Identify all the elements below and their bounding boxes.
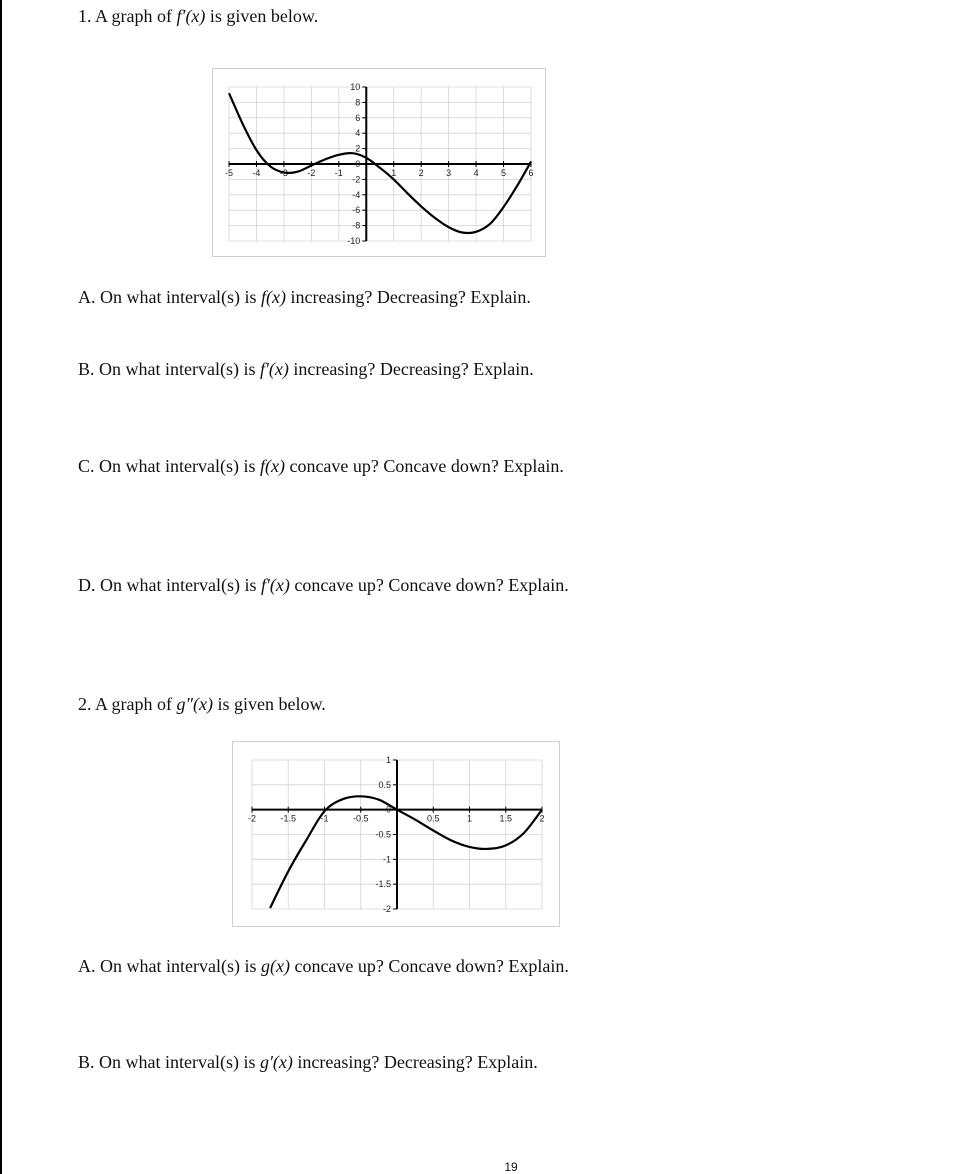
- x-tick-label: 1: [391, 168, 397, 178]
- x-tick-label: 4: [473, 168, 479, 178]
- y-tick-label: -0.5: [375, 829, 391, 840]
- p2-question-b: [78, 1052, 538, 1073]
- x-tick-label: 0.5: [426, 813, 440, 824]
- p1-qc-tail: concave up? Concave down? Explain.: [289, 456, 564, 476]
- p1-qb-function: f′(x): [259, 359, 289, 379]
- x-tick-label: 6: [528, 168, 534, 178]
- p1-qa-tail: increasing? Decreasing? Explain.: [290, 287, 531, 307]
- graph-g-double-prime-svg: [233, 742, 559, 926]
- problem-1-intro: [78, 6, 318, 27]
- problem-2-intro: [78, 694, 326, 715]
- p1-qd-tail: concave up? Concave down? Explain.: [294, 575, 569, 595]
- p1-qb-tail: increasing? Decreasing? Explain.: [293, 359, 534, 379]
- p1-qa-text: A. On what interval(s) is: [78, 287, 257, 307]
- x-tick-label: 1: [466, 813, 473, 824]
- x-tick-label: 2: [539, 813, 545, 824]
- x-tick-label: -1: [334, 168, 343, 178]
- p2-qb-function: g′(x): [259, 1052, 293, 1072]
- y-tick-label: -1.5: [375, 879, 391, 890]
- p1-qc-text: C. On what interval(s) is: [78, 456, 256, 476]
- y-tick-label: -10: [347, 236, 361, 246]
- x-tick-label: 3: [446, 168, 452, 178]
- y-tick-label: 2: [355, 143, 361, 154]
- p1-question-d: [78, 575, 569, 596]
- y-tick-label: 0: [385, 804, 391, 815]
- x-tick-label: -4: [252, 168, 261, 178]
- y-tick-label: -8: [352, 220, 361, 231]
- y-tick-label: 0.5: [378, 779, 391, 790]
- y-tick-label: 0: [355, 159, 361, 169]
- y-tick-label: -2: [382, 904, 391, 914]
- x-tick-label: -2: [307, 168, 316, 178]
- graph-f-prime-svg: [213, 69, 545, 256]
- x-tick-label: 2: [418, 168, 424, 178]
- x-tick-label: 5: [501, 168, 507, 178]
- p2-qa-tail: concave up? Concave down? Explain.: [294, 956, 569, 976]
- problem-1-intro-tail: is given below.: [209, 6, 319, 26]
- p2-qb-tail: increasing? Decreasing? Explain.: [297, 1052, 538, 1072]
- x-tick-label: -5: [224, 168, 234, 178]
- p2-question-a: [78, 956, 569, 977]
- y-tick-label: -6: [352, 205, 361, 216]
- y-tick-label: 10: [350, 82, 361, 92]
- p1-qa-function: f(x): [260, 287, 286, 307]
- problem-1-intro-text: 1. A graph of: [78, 6, 172, 26]
- problem-1-function: f′(x): [176, 6, 206, 26]
- left-page-edge: [0, 0, 2, 1174]
- graph-g-double-prime: [232, 741, 560, 927]
- p1-qb-text: B. On what interval(s) is: [78, 359, 256, 379]
- problem-2-function: g″(x): [176, 694, 213, 714]
- problem-2-intro-text: 2. A graph of: [78, 694, 172, 714]
- x-tick-label: -3: [279, 168, 288, 178]
- problem-2-intro-tail: is given below.: [217, 694, 326, 714]
- p1-qd-function: f′(x): [260, 575, 290, 595]
- y-tick-label: 1: [385, 755, 391, 765]
- y-tick-label: -1: [382, 854, 391, 865]
- p1-qd-text: D. On what interval(s) is: [78, 575, 257, 595]
- p1-question-c: [78, 456, 564, 477]
- x-tick-label: -2: [247, 813, 257, 824]
- page-number: 19: [504, 1160, 518, 1174]
- y-tick-label: -4: [352, 189, 361, 200]
- p2-qa-function: g(x): [260, 956, 290, 976]
- p1-qc-function: f(x): [259, 456, 285, 476]
- x-tick-label: -1.5: [280, 813, 297, 824]
- y-tick-label: 4: [355, 128, 361, 139]
- p1-question-b: [78, 359, 534, 380]
- p1-question-a: [78, 287, 531, 308]
- p2-qa-text: A. On what interval(s) is: [78, 956, 257, 976]
- x-tick-label: 1.5: [499, 813, 513, 824]
- y-tick-label: -2: [352, 174, 361, 185]
- x-tick-label: -0.5: [352, 813, 369, 824]
- y-tick-label: 6: [355, 112, 361, 123]
- x-tick-label: -1: [320, 813, 329, 824]
- p2-qb-text: B. On what interval(s) is: [78, 1052, 256, 1072]
- y-tick-label: 8: [355, 97, 361, 108]
- graph-f-prime: [212, 68, 546, 257]
